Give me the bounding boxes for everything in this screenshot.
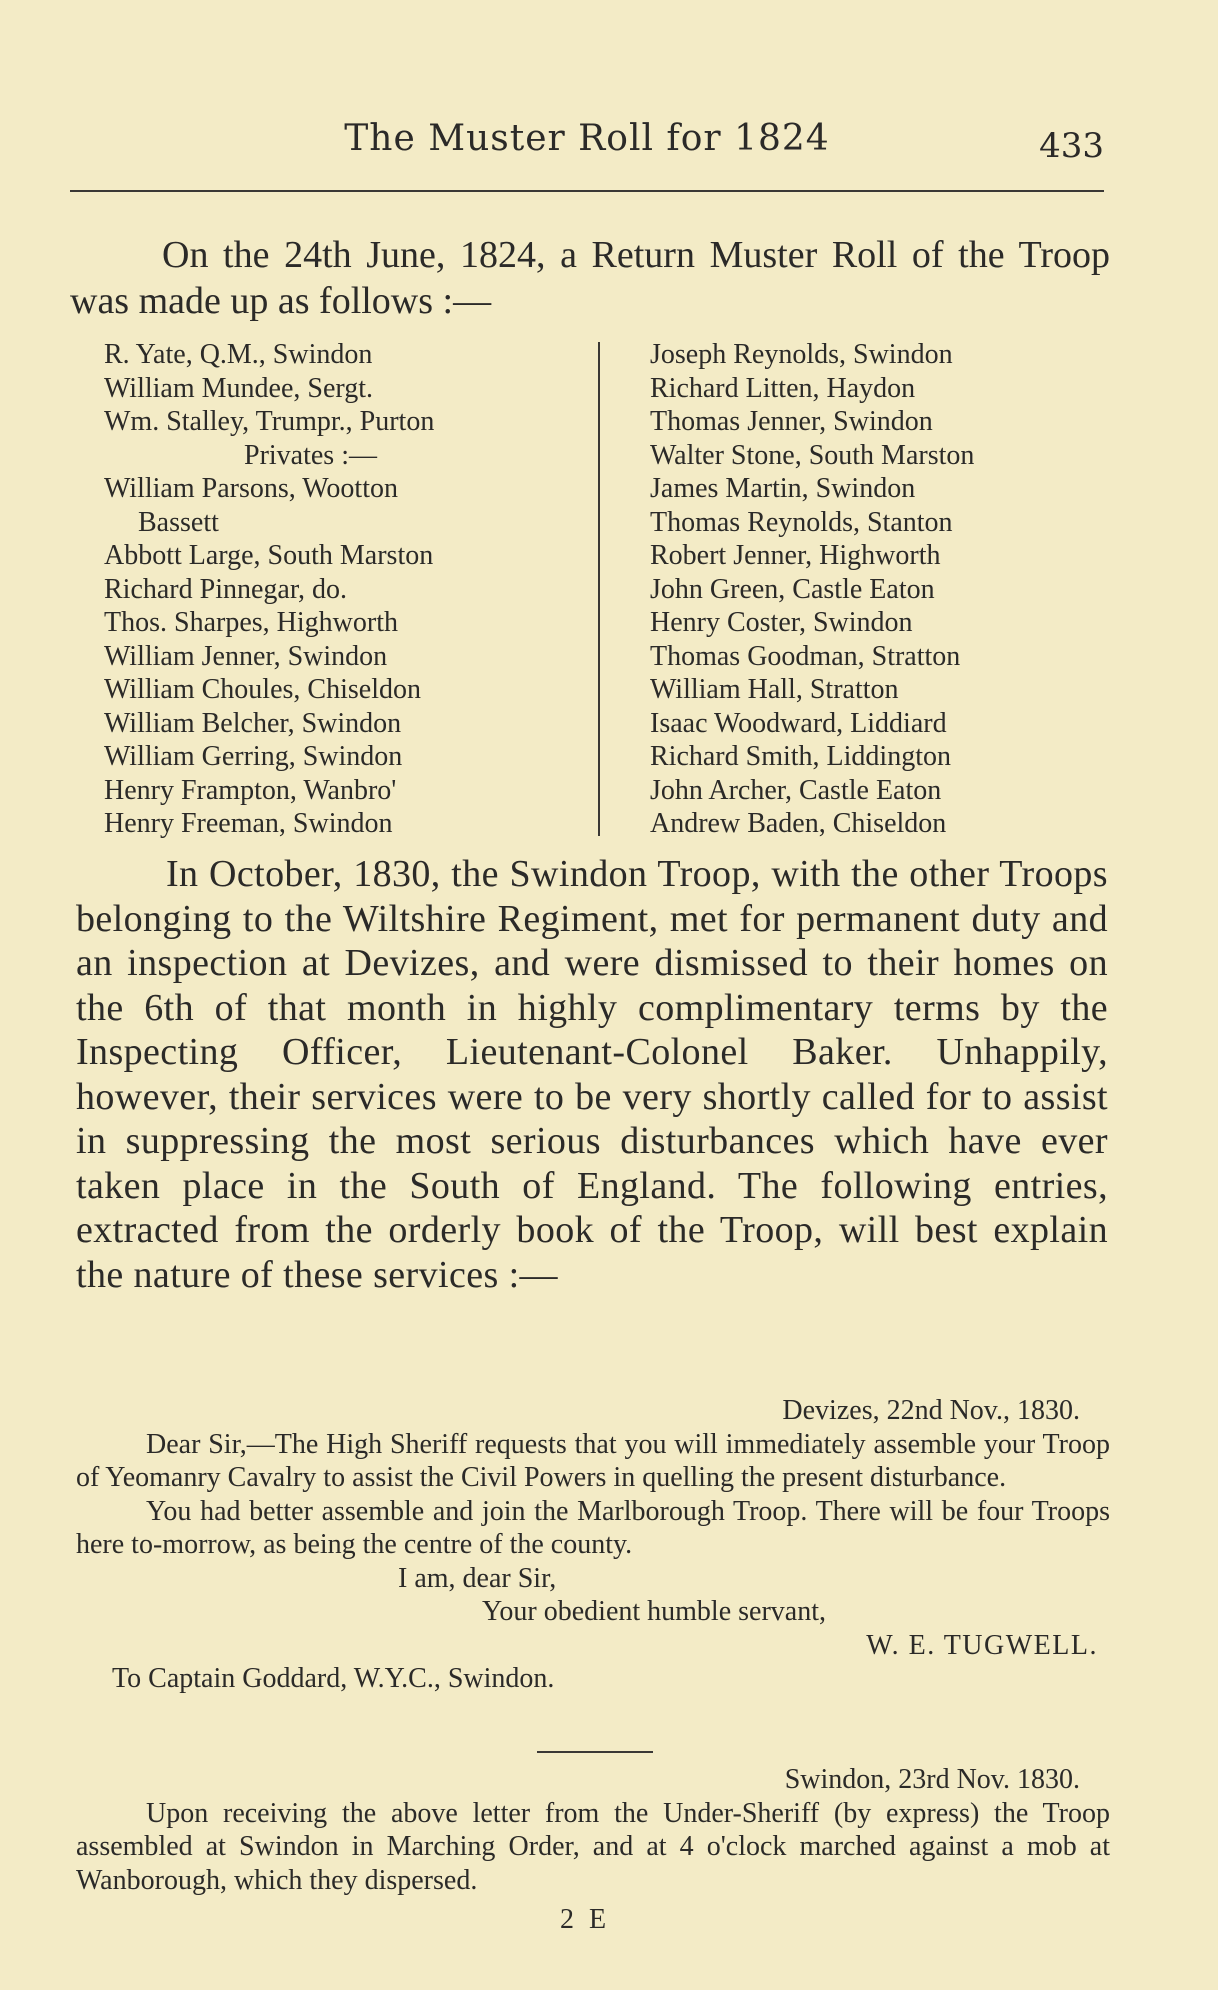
letter-closing: Your obedient humble servant,	[482, 1596, 826, 1627]
letter-closing: I am, dear Sir,	[398, 1562, 557, 1594]
roll-entry: Walter Stone, South Marston	[650, 439, 975, 471]
entry-paragraph: Upon receiving the above letter from the Under-Sheriff (by express) the Troop assembled at Swindon in Marching Order, and at 4 o'clock marched against a mob at Wanborough, which they dispersed.	[76, 1797, 1110, 1896]
roll-entry: William Parsons, Wootton	[104, 473, 398, 504]
roll-entry: Henry Freeman, Swindon	[104, 808, 393, 839]
roll-entry: Wm. Stalley, Trumpr., Purton	[104, 406, 435, 437]
roll-entry: R. Yate, Q.M., Swindon	[104, 339, 373, 370]
roll-entry: William Belcher, Swindon	[104, 707, 402, 739]
roll-entry: Henry Coster, Swindon	[650, 607, 913, 638]
roll-entry: Richard Smith, Liddington	[650, 741, 951, 772]
roll-entry: William Choules, Chiseldon	[104, 674, 421, 705]
roll-entry: Abbott Large, South Marston	[104, 540, 434, 571]
roll-entry: Thomas Reynolds, Stanton	[650, 506, 953, 538]
roll-entry: William Gerring, Swindon	[104, 741, 403, 772]
orderly-book-entry	[76, 1763, 1110, 1897]
header-rule	[70, 190, 1104, 192]
printer-signature-mark: 2 E	[560, 1904, 611, 1935]
roll-entry: Thomas Jenner, Swindon	[650, 406, 933, 437]
roll-entry: Thos. Sharpes, Highworth	[104, 607, 398, 638]
roll-entry-continuation: Bassett	[138, 506, 219, 538]
column-divider	[598, 342, 600, 836]
page-number: 433	[1039, 126, 1104, 166]
roll-entry: Henry Frampton, Wanbro'	[104, 774, 397, 806]
roll-entry: Richard Pinnegar, do.	[104, 573, 348, 605]
roll-entry: William Jenner, Swindon	[104, 640, 388, 672]
body-paragraph: In October, 1830, the Swindon Troop, with the other Troops belonging to the Wiltshire Regiment, met for permanent duty and an inspection at Devizes, and were dismissed to their homes on the 6th of that month in highly complimentary terms by the Inspecting Officer, Lieutenant-Colonel Baker. Unhappily, however, their services were to be very shortly called for to assist in suppressing the most serious disturbances which have ever taken place in the South of England. The following entries, extracted from the orderly book of the Troop, will best explain the nature of these services :—	[76, 853, 1108, 1296]
section-rule	[537, 1751, 653, 1753]
roll-entry: James Martin, Swindon	[650, 473, 916, 504]
roll-entry: Robert Jenner, Highworth	[650, 540, 941, 571]
roll-column-right	[650, 338, 1110, 841]
intro-paragraph: On the 24th June, 1824, a Return Muster Roll of the Troop was made up as follows :—	[70, 234, 1110, 322]
letter-paragraph: Dear Sir,—The High Sheriff requests that you will immediately assemble your Troop of Yeomanry Cavalry to assist the Civil Powers in quelling the present disturbance.	[76, 1428, 1110, 1493]
roll-entry: William Hall, Stratton	[650, 674, 899, 705]
letter-signature: W. E. TUGWELL.	[866, 1629, 1098, 1661]
roll-entry: Joseph Reynolds, Swindon	[650, 339, 953, 370]
letter	[76, 1394, 1110, 1696]
privates-heading: Privates :—	[244, 439, 377, 471]
roll-entry: Andrew Baden, Chiseldon	[650, 808, 947, 839]
roll-entry: Thomas Goodman, Stratton	[650, 640, 961, 672]
roll-column-left	[104, 338, 564, 841]
roll-entry: Isaac Woodward, Liddiard	[650, 707, 947, 739]
roll-entry: John Green, Castle Eaton	[650, 573, 935, 605]
letter-paragraph: You had better assemble and join the Marlborough Troop. There will be four Troops here to-morrow, as being the centre of the county.	[76, 1495, 1110, 1560]
page-title: The Muster Roll for 1824	[344, 118, 830, 159]
letter-date: Devizes, 22nd Nov., 1830.	[782, 1395, 1080, 1426]
entry-date: Swindon, 23rd Nov. 1830.	[784, 1764, 1080, 1795]
letter-addressee: To Captain Goddard, W.Y.C., Swindon.	[112, 1663, 555, 1694]
roll-entry: William Mundee, Sergt.	[104, 372, 373, 404]
roll-entry: John Archer, Castle Eaton	[650, 774, 942, 806]
roll-entry: Richard Litten, Haydon	[650, 372, 916, 404]
running-head	[70, 118, 1104, 168]
